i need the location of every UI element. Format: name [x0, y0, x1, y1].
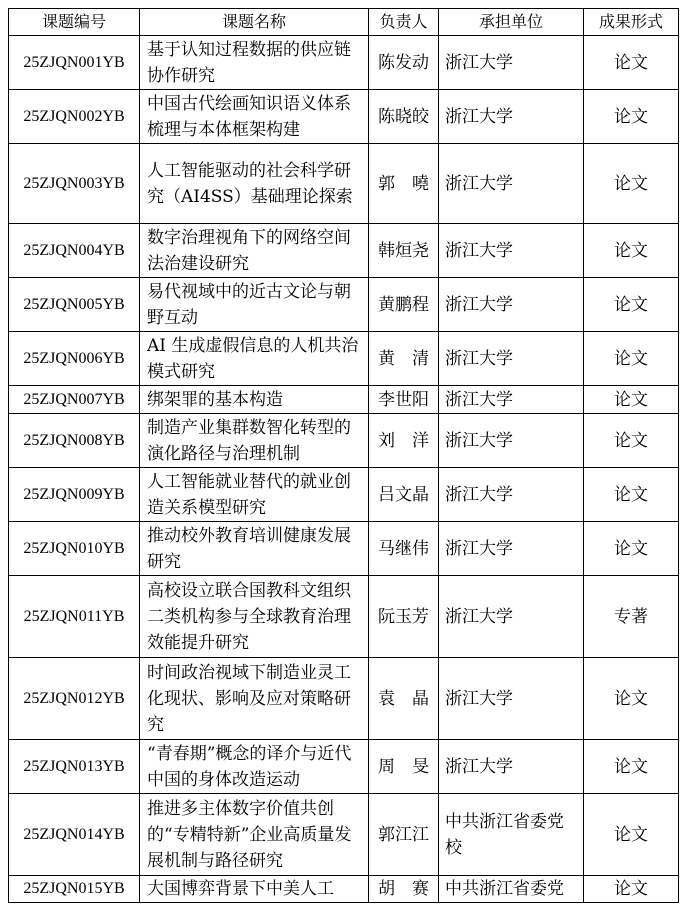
project-unit: 浙江大学 [439, 144, 584, 224]
project-title: 易代视域中的近古文论与朝野互动 [140, 278, 369, 332]
header-title: 课题名称 [140, 9, 369, 36]
project-title: 高校设立联合国教科文组织二类机构参与全球教育治理效能提升研究 [140, 576, 369, 658]
project-lead: 韩烜尧 [369, 224, 439, 278]
header-lead: 负责人 [369, 9, 439, 36]
project-form: 论文 [584, 278, 679, 332]
project-code: 25ZJQN011YB [9, 576, 140, 658]
project-form: 论文 [584, 414, 679, 468]
project-title: AI 生成虚假信息的人机共治模式研究 [140, 332, 369, 386]
project-title: 中国古代绘画知识语义体系梳理与本体框架构建 [140, 90, 369, 144]
project-lead: 刘 洋 [369, 414, 439, 468]
table-row [9, 144, 679, 224]
project-lead: 黄鹏程 [369, 278, 439, 332]
project-code: 25ZJQN003YB [9, 144, 140, 224]
project-form: 论文 [584, 658, 679, 740]
project-lead: 陈发动 [369, 36, 439, 90]
project-code: 25ZJQN012YB [9, 658, 140, 740]
project-lead: 马继伟 [369, 522, 439, 576]
project-lead: 郭 嘵 [369, 144, 439, 224]
project-title: 绑架罪的基本构造 [140, 386, 369, 414]
project-form: 专著 [584, 576, 679, 658]
project-code: 25ZJQN004YB [9, 224, 140, 278]
table-row [9, 576, 679, 658]
project-title: 推进多主体数字价值共创的“专精特新”企业高质量发展机制与路径研究 [140, 794, 369, 876]
project-lead: 陈晓皎 [369, 90, 439, 144]
project-code: 25ZJQN014YB [9, 794, 140, 876]
project-form: 论文 [584, 90, 679, 144]
project-unit: 浙江大学 [439, 386, 584, 414]
project-form: 论文 [584, 144, 679, 224]
project-form: 论文 [584, 876, 679, 903]
project-unit: 浙江大学 [439, 522, 584, 576]
project-form: 论文 [584, 468, 679, 522]
project-title: 人工智能驱动的社会科学研究（AI4SS）基础理论探索 [140, 144, 369, 224]
project-code: 25ZJQN010YB [9, 522, 140, 576]
project-title: 人工智能就业替代的就业创造关系模型研究 [140, 468, 369, 522]
project-lead: 李世阳 [369, 386, 439, 414]
project-unit: 浙江大学 [439, 740, 584, 794]
project-code: 25ZJQN006YB [9, 332, 140, 386]
project-title: 时间政治视域下制造业灵工化现状、影响及应对策略研究 [140, 658, 369, 740]
header-unit: 承担单位 [439, 9, 584, 36]
table-row [9, 740, 679, 794]
project-table [8, 8, 679, 903]
project-title: 推动校外教育培训健康发展研究 [140, 522, 369, 576]
project-form: 论文 [584, 740, 679, 794]
project-lead: 阮玉芳 [369, 576, 439, 658]
project-unit: 中共浙江省委党 [439, 876, 584, 903]
project-form: 论文 [584, 386, 679, 414]
table-row [9, 522, 679, 576]
project-unit: 中共浙江省委党校 [439, 794, 584, 876]
project-lead: 吕文晶 [369, 468, 439, 522]
project-title: 数字治理视角下的网络空间法治建设研究 [140, 224, 369, 278]
table-header-row [9, 9, 679, 36]
table-row [9, 332, 679, 386]
table-row [9, 468, 679, 522]
project-lead: 黄 清 [369, 332, 439, 386]
project-form: 论文 [584, 332, 679, 386]
project-code: 25ZJQN005YB [9, 278, 140, 332]
table-row [9, 658, 679, 740]
project-unit: 浙江大学 [439, 468, 584, 522]
project-title: 大国博弈背景下中美人工 [140, 876, 369, 903]
table-row [9, 876, 679, 903]
project-form: 论文 [584, 224, 679, 278]
project-lead: 胡 赛 [369, 876, 439, 903]
project-title: “青春期”概念的译介与近代中国的身体改造运动 [140, 740, 369, 794]
project-unit: 浙江大学 [439, 658, 584, 740]
table-row [9, 36, 679, 90]
project-code: 25ZJQN015YB [9, 876, 140, 903]
table-row [9, 794, 679, 876]
table-row [9, 414, 679, 468]
project-unit: 浙江大学 [439, 278, 584, 332]
header-form: 成果形式 [584, 9, 679, 36]
project-lead: 周 旻 [369, 740, 439, 794]
project-lead: 郭江江 [369, 794, 439, 876]
table-row [9, 386, 679, 414]
project-unit: 浙江大学 [439, 414, 584, 468]
project-code: 25ZJQN013YB [9, 740, 140, 794]
project-code: 25ZJQN009YB [9, 468, 140, 522]
project-unit: 浙江大学 [439, 224, 584, 278]
project-form: 论文 [584, 522, 679, 576]
project-title: 制造产业集群数智化转型的演化路径与治理机制 [140, 414, 369, 468]
project-code: 25ZJQN007YB [9, 386, 140, 414]
project-lead: 袁 晶 [369, 658, 439, 740]
table-row [9, 90, 679, 144]
project-unit: 浙江大学 [439, 332, 584, 386]
project-unit: 浙江大学 [439, 36, 584, 90]
header-code: 课题编号 [9, 9, 140, 36]
project-unit: 浙江大学 [439, 576, 584, 658]
table-row [9, 224, 679, 278]
project-title: 基于认知过程数据的供应链协作研究 [140, 36, 369, 90]
project-unit: 浙江大学 [439, 90, 584, 144]
project-code: 25ZJQN008YB [9, 414, 140, 468]
project-form: 论文 [584, 36, 679, 90]
project-code: 25ZJQN002YB [9, 90, 140, 144]
project-form: 论文 [584, 794, 679, 876]
table-row [9, 278, 679, 332]
project-code: 25ZJQN001YB [9, 36, 140, 90]
